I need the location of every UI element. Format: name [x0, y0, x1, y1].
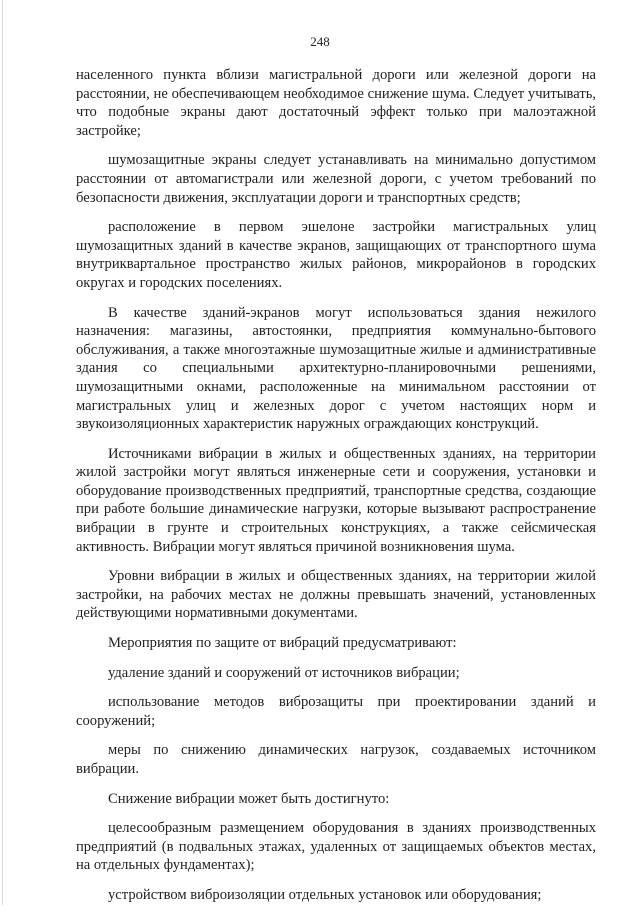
scan-edge-line — [2, 0, 3, 905]
list-item-equipment-placement: целесообразным размещением оборудования в зданиях производственных предприятий (в подвальных этажах, удаленных от защищаемых объектов местах, на отдельных фундаментах); — [76, 820, 596, 874]
paragraph-screen-buildings: В качестве зданий-экранов могут использоваться здания нежилого назначения: магазины, автостоянки, предприятия коммунально-бытового обслуживания, а также многоэтажные шумозащитные жилые и административные здания со специальными архитектурно-планировочными решениями, шумозащитными окнами, расположенные на минимальном расстоянии от магистральных улиц и железных дорог с учетом настоящих норм и звукоизоляционных характеристик наружных ограждающих конструкций. — [76, 304, 596, 433]
page-number: 248 — [310, 34, 330, 49]
paragraph-protection-measures: Мероприятия по защите от вибраций предусматривают: — [108, 635, 457, 652]
list-item-vibration-isolation: устройством виброизоляции отдельных установок или оборудования; — [108, 886, 542, 903]
list-item-reduce-loads: меры по снижению динамических нагрузок, создаваемых источником вибрации. — [76, 742, 596, 777]
paragraph-noise-screens-distance: шумозащитные экраны следует устанавливать на минимально допустимом расстоянии от автомагистрали или железной дороги, с учетом требований по безопасности движения, эксплуатации дороги и транспортных средств; — [76, 152, 596, 206]
paragraph-first-echelon: расположение в первом эшелоне застройки магистральных улиц шумозащитных зданий в качестве экранов, защищающих от транспортного шума внутриквартальное пространство жилых районов, микрорайонов в городских округах и городских поселениях. — [76, 219, 596, 291]
paragraph-continuation: населенного пункта вблизи магистральной дороги или железной дороги на расстоянии, не обеспечивающем необходимое снижение шума. Следует учитывать, что подобные экраны дают достаточный эффект только при малоэтажной застройке; — [76, 67, 596, 139]
paragraph-vibration-reduction: Снижение вибрации может быть достигнуто: — [108, 790, 390, 807]
list-item-vibration-protection: использование методов виброзащиты при проектировании зданий и сооружений; — [76, 694, 596, 729]
paragraph-vibration-sources: Источниками вибрации в жилых и общественных зданиях, на территории жилой застройки могут являться инженерные сети и сооружения, установки и оборудование производственных предприятий, транспортные средства, создающие при работе большие динамические нагрузки, которые вызывают распространение вибрации в грунте и строительных конструкциях, а также сейсмическая активность. Вибрации могут являться причиной возникновения шума. — [76, 445, 596, 555]
paragraph-vibration-levels: Уровни вибрации в жилых и общественных зданиях, на территории жилой застройки, на рабочих местах не должны превышать значений, установленных действующими нормативными документами. — [76, 568, 596, 622]
document-body — [76, 66, 596, 916]
list-item-remove-buildings: удаление зданий и сооружений от источников вибрации; — [108, 664, 460, 681]
